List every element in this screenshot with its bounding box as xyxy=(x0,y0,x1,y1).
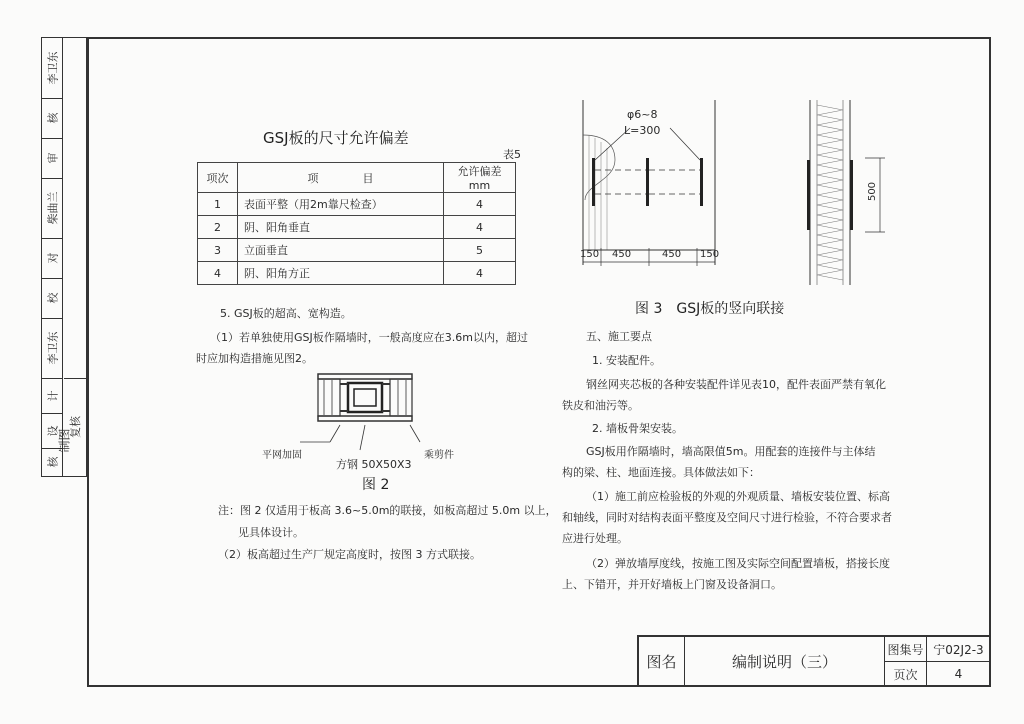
title-block-page-value: 4 xyxy=(927,662,991,687)
role-1: 核 xyxy=(42,98,63,139)
table-row xyxy=(198,216,516,239)
fig2-note-line: 注：图 2 仅适用于板高 3.6~5.0m的联接，如板高超过 5.0m 以上， xyxy=(218,504,557,517)
label-zhitu-text: 制图 xyxy=(57,427,72,453)
construction-text-line: 铁皮和油污等。 xyxy=(562,399,639,412)
table5-number: 表5 xyxy=(503,148,521,161)
section5-heading: 5. GSJ板的超高、宽构造。 xyxy=(220,307,352,320)
header-cell: 项 目 xyxy=(238,163,444,193)
table-cell: 4 xyxy=(444,193,516,216)
table-cell: 4 xyxy=(444,262,516,285)
table-row xyxy=(198,193,516,216)
construction-text-line: （1）施工前应检验板的外观的外观质量、墙板安装位置、标高 xyxy=(586,490,890,503)
table-cell: 阴、阳角方正 xyxy=(238,262,444,285)
construction-text-line: 构的梁、柱、地面连接。具体做法如下： xyxy=(562,466,760,479)
role-6: 设 xyxy=(42,413,63,449)
fig2-label-right: 乘剪件 xyxy=(424,450,454,461)
construction-text-line: 钢丝网夹芯板的各种安装配件详见表10，配件表面严禁有氧化 xyxy=(586,378,886,391)
table-cell: 2 xyxy=(198,216,238,239)
table-cell: 阴、阳角垂直 xyxy=(238,216,444,239)
header-cell: 项次 xyxy=(198,163,238,193)
fig3-dim: 450 xyxy=(612,249,632,260)
figure3-caption: 图 3 GSJ板的竖向联接 xyxy=(635,301,785,317)
label-zhitu xyxy=(64,38,86,379)
construction-text-line: GSJ板用作隔墙时，墙高限值5m。用配套的连接件与主体结 xyxy=(586,445,876,458)
table-row xyxy=(198,262,516,285)
title-block-name-value: 编制说明（三） xyxy=(685,637,885,687)
title-block-page-label: 页次 xyxy=(885,662,927,687)
section5-text-line: （1）若单独使用GSJ板作隔墙时，一般高度应在3.6m以内，超过 xyxy=(210,331,528,344)
tolerance-table xyxy=(197,162,516,285)
fig2-note-line: 见具体设计。 xyxy=(238,526,304,539)
table-cell: 4 xyxy=(444,216,516,239)
table-cell: 4 xyxy=(198,262,238,285)
title-block-set-label: 图集号 xyxy=(885,637,927,662)
fig2-item2: （2）板高超过生产厂规定高度时，按图 3 方式联接。 xyxy=(218,548,481,561)
table-cell: 5 xyxy=(444,239,516,262)
construction-subheading: 1. 安装配件。 xyxy=(592,354,661,367)
table-cell: 1 xyxy=(198,193,238,216)
construction-text-line: （2）弹放墙厚度线，按施工图及实际空间配置墙板，搭接长度 xyxy=(586,557,890,570)
table-cell: 3 xyxy=(198,239,238,262)
role-5: 计 xyxy=(42,378,63,414)
role-2: 审 xyxy=(42,138,63,179)
table-cell: 表面平整（用2m靠尺检查） xyxy=(238,193,444,216)
construction-heading: 五、施工要点 xyxy=(586,330,652,343)
section5-text-line: 时应加构造措施见图2。 xyxy=(196,352,313,365)
fig3-label-length: L=300 xyxy=(624,124,661,137)
signature-1: 李卫东 xyxy=(42,38,63,99)
table-cell: 立面垂直 xyxy=(238,239,444,262)
fig3-label-diameter: φ6~8 xyxy=(627,108,658,121)
role-3: 对 xyxy=(42,238,63,279)
fig3-dim-vertical: 500 xyxy=(867,181,879,202)
signature-2: 柴曲兰 xyxy=(42,178,63,239)
label-fuhe: 复核 xyxy=(69,416,82,438)
table5-title: GSJ板的尺寸允许偏差 xyxy=(263,129,409,147)
construction-text-line: 和轴线，同时对结构表面平整度及空间尺寸进行检验，不符合要求者 xyxy=(562,511,892,524)
construction-text-line: 应进行处理。 xyxy=(562,532,628,545)
title-block xyxy=(637,635,991,687)
table-row xyxy=(198,239,516,262)
fig3-dim: 450 xyxy=(662,249,682,260)
construction-text-line: 上、下错开，并开好墙板上门窗及设备洞口。 xyxy=(562,578,782,591)
fig3-dim: 150 xyxy=(700,249,720,260)
title-block-set-value: 宁02J2-3 xyxy=(927,637,991,662)
fig2-label-left: 平网加固 xyxy=(262,450,302,461)
construction-subheading: 2. 墙板骨架安装。 xyxy=(592,422,683,435)
signature-3: 李卫东 xyxy=(42,318,63,379)
fig2-label-mid: 方钢 50X50X3 xyxy=(336,458,412,471)
header-cell: 允许偏差mm xyxy=(444,163,516,193)
fig3-dim: 150 xyxy=(580,249,600,260)
table-header-row xyxy=(198,163,516,193)
title-block-name-label: 图名 xyxy=(639,637,685,687)
figure2-caption: 图 2 xyxy=(362,477,390,493)
figure3-section xyxy=(805,100,895,290)
role-7: 核 xyxy=(42,448,63,476)
role-4: 校 xyxy=(42,278,63,319)
